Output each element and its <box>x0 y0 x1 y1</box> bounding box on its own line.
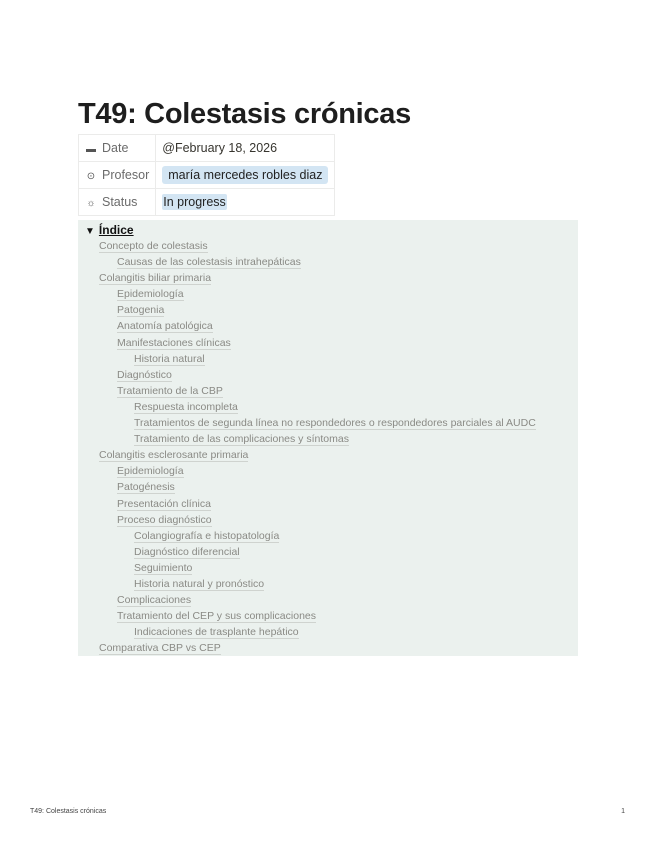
property-row-status <box>79 189 335 216</box>
toc-link-label: Proceso diagnóstico <box>117 513 212 526</box>
toc-link[interactable] <box>78 592 578 608</box>
status-icon: ☼ <box>86 198 96 209</box>
toc-link[interactable] <box>78 608 578 624</box>
toc-link[interactable] <box>78 254 578 270</box>
toc-link-label: Seguimiento <box>134 561 193 574</box>
table-of-contents <box>78 220 578 656</box>
toc-link-label: Concepto de colestasis <box>99 240 208 252</box>
property-key <box>79 135 156 162</box>
toc-link-label: Tratamiento de la CBP <box>117 384 223 397</box>
toc-link[interactable] <box>78 640 578 656</box>
property-value-cell[interactable] <box>156 162 335 189</box>
toc-link-label: Historia natural <box>134 352 205 365</box>
toc-link[interactable] <box>78 479 578 495</box>
toc-link[interactable] <box>78 528 578 544</box>
property-value: In progress <box>163 195 226 209</box>
toc-link[interactable] <box>78 576 578 592</box>
toc-link-label: Historia natural y pronóstico <box>134 577 265 590</box>
toc-link[interactable] <box>78 383 578 399</box>
toc-link-label: Anatomía patológica <box>117 320 213 333</box>
property-row-profesor <box>79 162 335 189</box>
toc-link-label: Colangiografía e histopatología <box>134 529 280 542</box>
property-key-label: Profesor <box>102 168 150 182</box>
triangle-down-icon: ▼ <box>85 226 95 237</box>
toc-link[interactable] <box>78 286 578 302</box>
toc-link[interactable] <box>78 270 578 286</box>
page-number: 1 <box>621 808 625 815</box>
property-key-label: Date <box>102 141 129 155</box>
toc-link-label: Diagnóstico <box>117 368 172 381</box>
toc-link[interactable] <box>78 512 578 528</box>
toc-link-label: Diagnóstico diferencial <box>134 545 240 558</box>
property-key <box>79 189 156 216</box>
toc-link-label: Manifestaciones clínicas <box>117 336 231 349</box>
toc-link[interactable] <box>78 351 578 367</box>
toc-link[interactable] <box>78 624 578 640</box>
toc-link-label: Comparativa CBP vs CEP <box>99 642 221 655</box>
toc-link-label: Tratamientos de segunda línea no respondedores o respondedores parciales al AUDC <box>134 417 536 430</box>
toc-link-label: Indicaciones de trasplante hepático <box>134 626 299 639</box>
toc-link-label: Colangitis biliar primaria <box>99 272 212 285</box>
property-value: @February 18, 2026 <box>162 141 278 155</box>
toc-link-label: Colangitis esclerosante primaria <box>99 449 249 462</box>
toc-heading: Índice <box>98 223 134 237</box>
toc-link-label: Tratamiento de las complicaciones y síntomas <box>134 433 349 446</box>
toc-link-label: Epidemiología <box>117 288 184 301</box>
toc-link[interactable] <box>78 544 578 560</box>
toc-link[interactable] <box>78 335 578 351</box>
toc-link[interactable] <box>78 302 578 318</box>
toc-list <box>78 238 578 656</box>
toc-link[interactable] <box>78 496 578 512</box>
toc-link[interactable] <box>78 431 578 447</box>
toc-link[interactable] <box>78 415 578 431</box>
toc-link-label: Causas de las colestasis intrahepáticas <box>117 256 301 269</box>
properties-table <box>78 134 335 216</box>
toc-link-label: Complicaciones <box>117 594 192 607</box>
toc-link-label: Tratamiento del CEP y sus complicaciones <box>117 610 317 623</box>
person-icon: ⊙ <box>86 171 96 182</box>
page-title: T49: Colestasis crónicas <box>78 98 411 131</box>
toc-link[interactable] <box>78 367 578 383</box>
toc-link-label: Respuesta incompleta <box>134 400 238 413</box>
property-row-date <box>79 135 335 162</box>
toc-link[interactable] <box>78 399 578 415</box>
toc-link[interactable] <box>78 560 578 576</box>
footer-title: T49: Colestasis crónicas <box>30 808 107 815</box>
property-key-label: Status <box>102 195 138 209</box>
calendar-icon: ▬ <box>86 144 96 155</box>
toc-link[interactable] <box>78 318 578 334</box>
toc-link-label: Patogénesis <box>117 481 175 494</box>
toc-link-label: Epidemiología <box>117 465 184 478</box>
property-value: maría mercedes robles diaz <box>162 166 328 184</box>
property-key <box>79 162 156 189</box>
toc-link[interactable] <box>78 238 578 254</box>
toc-link[interactable] <box>78 463 578 479</box>
toc-link[interactable] <box>78 447 578 463</box>
property-value-cell[interactable] <box>156 135 335 162</box>
property-value-cell[interactable] <box>156 189 335 216</box>
toc-link-label: Patogenia <box>117 304 165 317</box>
toc-link-label: Presentación clínica <box>117 497 211 510</box>
